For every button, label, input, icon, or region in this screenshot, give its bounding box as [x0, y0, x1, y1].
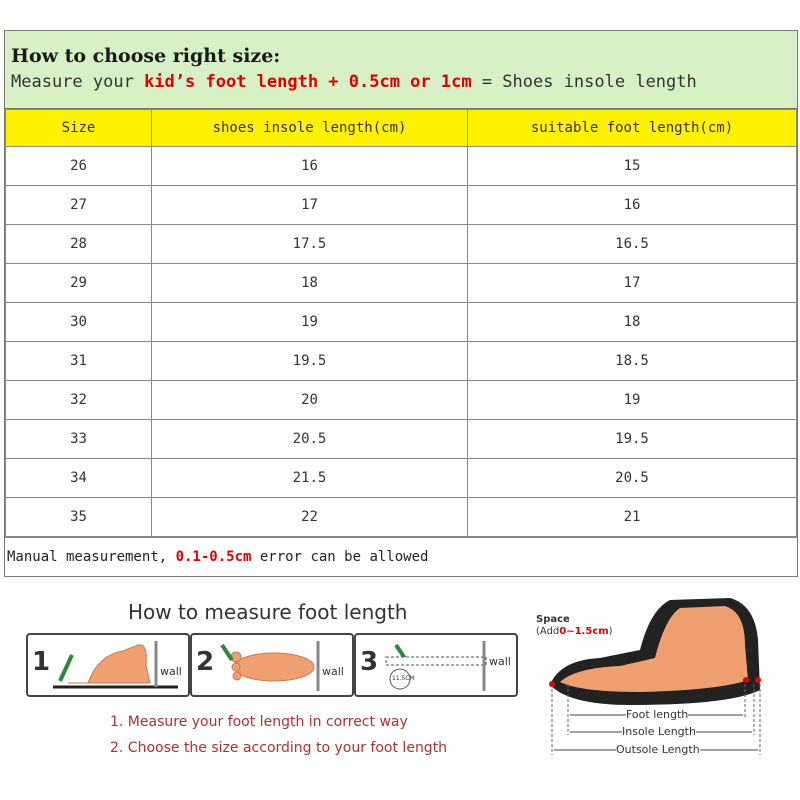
insole-length-cell: 20	[152, 381, 468, 420]
column-header-foot: suitable foot length(cm)	[468, 110, 797, 147]
table-header-row	[6, 110, 797, 147]
insole-length-cell: 17.5	[152, 225, 468, 264]
insole-length-label: Insole Length	[622, 725, 696, 738]
formula-highlight: kid’s foot length + 0.5cm or 1cm	[144, 72, 472, 92]
foot-length-cell: 19.5	[468, 420, 797, 459]
space-add: (Add	[536, 626, 560, 637]
size-table	[5, 109, 797, 537]
table-row	[6, 420, 797, 459]
note-prefix: Manual measurement,	[7, 549, 176, 565]
note-suffix: error can be allowed	[251, 549, 429, 565]
size-cell: 32	[6, 381, 152, 420]
insole-length-cell: 16	[152, 147, 468, 186]
insole-length-cell: 20.5	[152, 420, 468, 459]
size-cell: 29	[6, 264, 152, 303]
space-range-label	[536, 626, 613, 637]
foot-length-cell: 20.5	[468, 459, 797, 498]
step-number: 1	[32, 647, 51, 677]
size-cell: 26	[6, 147, 152, 186]
step-number: 2	[196, 647, 215, 677]
wall-label: wall	[160, 665, 182, 678]
foot-length-cell: 19	[468, 381, 797, 420]
size-formula	[11, 69, 797, 95]
table-row	[6, 186, 797, 225]
foot-length-cell: 15	[468, 147, 797, 186]
ruler-label: 11.5CM	[392, 675, 415, 682]
table-row	[6, 225, 797, 264]
chart-title: How to choose right size:	[11, 45, 281, 67]
table-row	[6, 459, 797, 498]
formula-suffix: = Shoes insole length	[471, 72, 697, 92]
table-row	[6, 498, 797, 537]
table-row	[6, 264, 797, 303]
insole-length-cell: 17	[152, 186, 468, 225]
foot-length-label: Foot length	[626, 708, 689, 721]
table-row	[6, 147, 797, 186]
wall-label: wall	[322, 665, 344, 678]
column-header-size: Size	[6, 110, 152, 147]
step-number: 3	[360, 647, 379, 677]
measurement-note	[5, 537, 797, 576]
instruction-2: 2. Choose the size according to your foot length	[110, 740, 448, 756]
instruction-1: 1. Measure your foot length in correct way	[110, 714, 408, 730]
foot-length-cell: 18.5	[468, 342, 797, 381]
space-range: 0~1.5cm	[559, 626, 609, 637]
insole-length-cell: 22	[152, 498, 468, 537]
insole-length-cell: 19	[152, 303, 468, 342]
foot-length-cell: 21	[468, 498, 797, 537]
size-cell: 35	[6, 498, 152, 537]
chart-header	[5, 31, 797, 109]
size-cell: 28	[6, 225, 152, 264]
formula-prefix: Measure your	[11, 72, 145, 92]
outsole-length-label: Outsole Length	[616, 743, 700, 756]
size-cell: 34	[6, 459, 152, 498]
column-header-insole: shoes insole length(cm)	[152, 110, 468, 147]
insole-length-cell: 18	[152, 264, 468, 303]
wall-label: wall	[489, 655, 511, 668]
foot-length-cell: 18	[468, 303, 797, 342]
size-chart	[4, 30, 798, 577]
measure-step-3	[354, 633, 518, 697]
size-cell: 33	[6, 420, 152, 459]
space-close: )	[608, 626, 613, 637]
insole-length-cell: 19.5	[152, 342, 468, 381]
measure-step-1	[26, 633, 190, 697]
space-label: Space	[536, 614, 570, 625]
foot-length-cell: 16	[468, 186, 797, 225]
measure-title: How to measure foot length	[128, 600, 408, 624]
size-cell: 30	[6, 303, 152, 342]
note-highlight: 0.1-0.5cm	[175, 549, 252, 565]
measure-step-2	[190, 633, 354, 697]
table-row	[6, 303, 797, 342]
insole-length-cell: 21.5	[152, 459, 468, 498]
size-cell: 31	[6, 342, 152, 381]
table-row	[6, 342, 797, 381]
table-row	[6, 381, 797, 420]
foot-length-cell: 16.5	[468, 225, 797, 264]
shoe-length-diagram	[530, 590, 780, 760]
size-cell: 27	[6, 186, 152, 225]
foot-length-cell: 17	[468, 264, 797, 303]
